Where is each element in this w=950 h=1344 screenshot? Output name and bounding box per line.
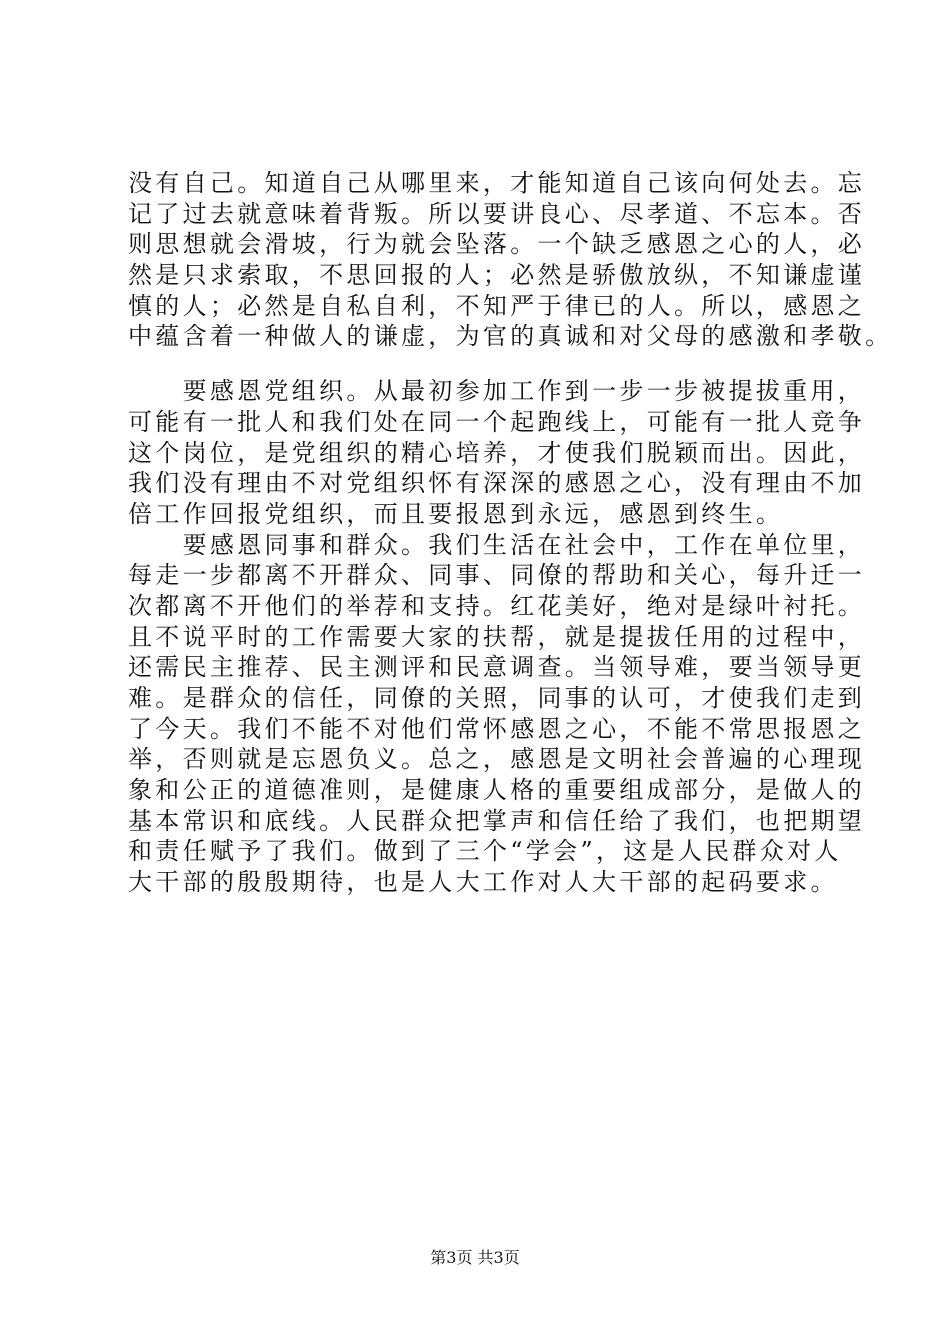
page-footer — [0, 1245, 950, 1268]
text-line: 慎的人；必然是自私自利，不知严于律已的人。所以，感恩之 — [128, 291, 866, 320]
text-line: 次都离不开他们的举荐和支持。红花美好，绝对是绿叶衬托。 — [128, 591, 866, 620]
text-line: 基本常识和底线。人民群众把掌声和信任给了我们，也把期望 — [128, 806, 866, 835]
text-line: 且不说平时的工作需要大家的扶帮，就是提拔任用的过程中， — [128, 622, 866, 651]
text-line: 没有自己。知道自己从哪里来，才能知道自己该向何处去。忘 — [128, 169, 866, 197]
text-line: 这个岗位，是党组织的精心培养，才使我们脱颖而出。因此， — [128, 438, 866, 467]
text-line: 举，否则就是忘恩负义。总之，感恩是文明社会普遍的心理现 — [128, 745, 866, 774]
text-line: 要感恩同事和群众。我们生活在社会中，工作在单位里， — [128, 530, 866, 559]
text-line: 每走一步都离不开群众、同事、同僚的帮助和关心，每升迁一 — [128, 561, 866, 590]
text-line: 了今天。我们不能不对他们常怀感恩之心，不能不常思报恩之 — [128, 714, 866, 743]
paragraph-1 — [128, 168, 893, 352]
page-number-label: 第3页 共3页 — [430, 1248, 520, 1267]
text-line: 象和公正的道德准则，是健康人格的重要组成部分，是做人的 — [128, 776, 866, 805]
text-line: 和责任赋予了我们。做到了三个“学会”，这是人民群众对人 — [128, 837, 842, 866]
text-line: 难。是群众的信任，同僚的关照，同事的认可，才使我们走到 — [128, 684, 866, 712]
paragraph-3 — [128, 530, 866, 898]
text-line: 中蕴含着一种做人的谦虚，为官的真诚和对父母的感激和孝敬。 — [128, 322, 893, 351]
text-line: 倍工作回报党组织，而且要报恩到永远，感恩到终生。 — [128, 499, 784, 528]
paragraph-2 — [128, 376, 866, 529]
document-body — [128, 168, 893, 898]
paragraph-gap — [128, 352, 848, 376]
text-line: 记了过去就意味着背叛。所以要讲良心、尽孝道、不忘本。否 — [128, 199, 866, 228]
text-line: 则思想就会滑坡，行为就会坠落。一个缺乏感恩之心的人，必 — [128, 230, 866, 259]
text-line: 要感恩党组织。从最初参加工作到一步一步被提拔重用， — [128, 377, 866, 406]
text-line: 然是只求索取，不思回报的人；必然是骄傲放纵，不知谦虚谨 — [128, 261, 866, 290]
text-line: 大干部的殷殷期待，也是人大工作对人大干部的起码要求。 — [128, 868, 838, 897]
text-line: 还需民主推荐、民主测评和民意调查。当领导难，要当领导更 — [128, 653, 866, 682]
text-line: 我们没有理由不对党组织怀有深深的感恩之心，没有理由不加 — [128, 469, 866, 498]
text-line: 可能有一批人和我们处在同一个起跑线上，可能有一批人竞争 — [128, 407, 866, 436]
